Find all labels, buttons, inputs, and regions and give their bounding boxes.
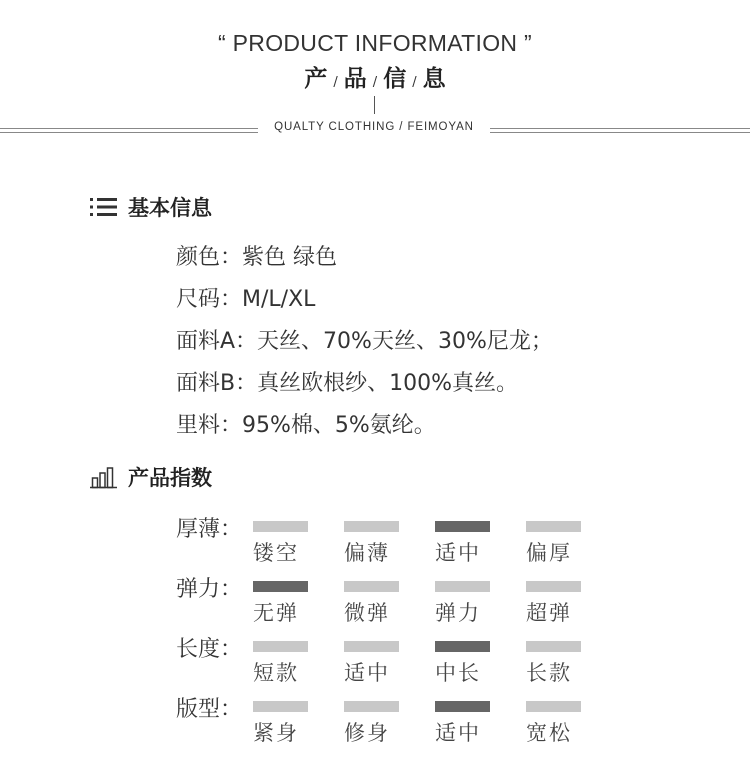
index-row-label: 长度： [176,637,243,662]
index-option-label: 宽松 [526,721,572,745]
index-row-label: 版型： [176,697,243,722]
index-bar [253,521,308,532]
index-bar [344,581,399,592]
index-option [253,581,313,626]
index-option-label: 微弹 [344,601,390,625]
index-option [344,641,404,686]
index-bar [435,581,490,592]
index-option [435,641,495,686]
index-option-label: 中长 [435,661,481,685]
index-bar [526,521,581,532]
index-option [526,701,586,746]
title-char: 品 [343,66,367,92]
index-row [176,516,596,576]
index-option-label: 修身 [344,721,390,745]
product-index-table [176,516,596,756]
index-option-label: 偏薄 [344,541,390,565]
index-option [253,701,313,746]
index-bar [526,701,581,712]
subtitle: QUALTY CLOTHING / FEIMOYAN [274,121,474,133]
index-option-label: 适中 [435,721,481,745]
index-row [176,696,596,756]
index-row-label: 弹力： [176,577,243,602]
english-title: “ PRODUCT INFORMATION ” [218,30,532,56]
index-bar [253,701,308,712]
product-index-heading [90,462,212,492]
product-index-title: 产品指数 [128,466,212,490]
index-bar-selected [435,521,490,532]
index-row [176,636,596,696]
index-option [435,701,495,746]
info-fabric-b: 面料B：真丝欧根纱、100%真丝。 [176,371,518,396]
title-char: 产 [304,66,328,92]
divider-line-left [0,128,258,133]
index-option-label: 弹力 [435,601,481,625]
info-color: 颜色：紫色 绿色 [176,245,337,270]
index-bar [526,581,581,592]
index-option [253,521,313,566]
index-row [176,576,596,636]
list-icon [90,195,120,219]
title-char: 息 [422,66,446,92]
info-fabric-a: 面料A：天丝、70%天丝、30%尼龙； [176,329,553,354]
index-option [435,521,495,566]
index-bar-selected [253,581,308,592]
index-option-label: 偏厚 [526,541,572,565]
info-lining: 里料：95%棉、5%氨纶。 [176,413,436,438]
chinese-title [0,60,750,93]
index-option-label: 紧身 [253,721,299,745]
index-row-label: 厚薄： [176,517,243,542]
basic-info-heading [90,192,212,222]
basic-info-list [176,243,553,453]
index-option-label: 镂空 [253,541,299,565]
index-option [344,521,404,566]
index-option-label: 适中 [344,661,390,685]
title-char: 信 [383,66,407,92]
index-option-label: 超弹 [526,601,572,625]
index-bar-selected [435,641,490,652]
subtitle-row [0,120,750,136]
index-option [526,641,586,686]
index-bar-selected [435,701,490,712]
bar-chart-icon [90,465,120,489]
index-bar [344,521,399,532]
index-option [526,521,586,566]
index-option [344,701,404,746]
info-size: 尺码：M/L/XL [176,287,316,312]
index-option-label: 适中 [435,541,481,565]
basic-info-title: 基本信息 [128,196,212,220]
index-option [253,641,313,686]
index-bar [253,641,308,652]
index-option [344,581,404,626]
index-option-label: 无弹 [253,601,299,625]
title-separator: / [333,75,338,90]
index-bar [526,641,581,652]
index-option-label: 长款 [526,661,572,685]
title-separator: / [412,75,417,90]
header [0,0,750,140]
index-bar [344,701,399,712]
index-option-label: 短款 [253,661,299,685]
title-separator: / [372,75,378,90]
index-option [526,581,586,626]
vertical-divider [374,96,375,114]
index-option [435,581,495,626]
divider-line-right [490,128,750,133]
index-bar [344,641,399,652]
